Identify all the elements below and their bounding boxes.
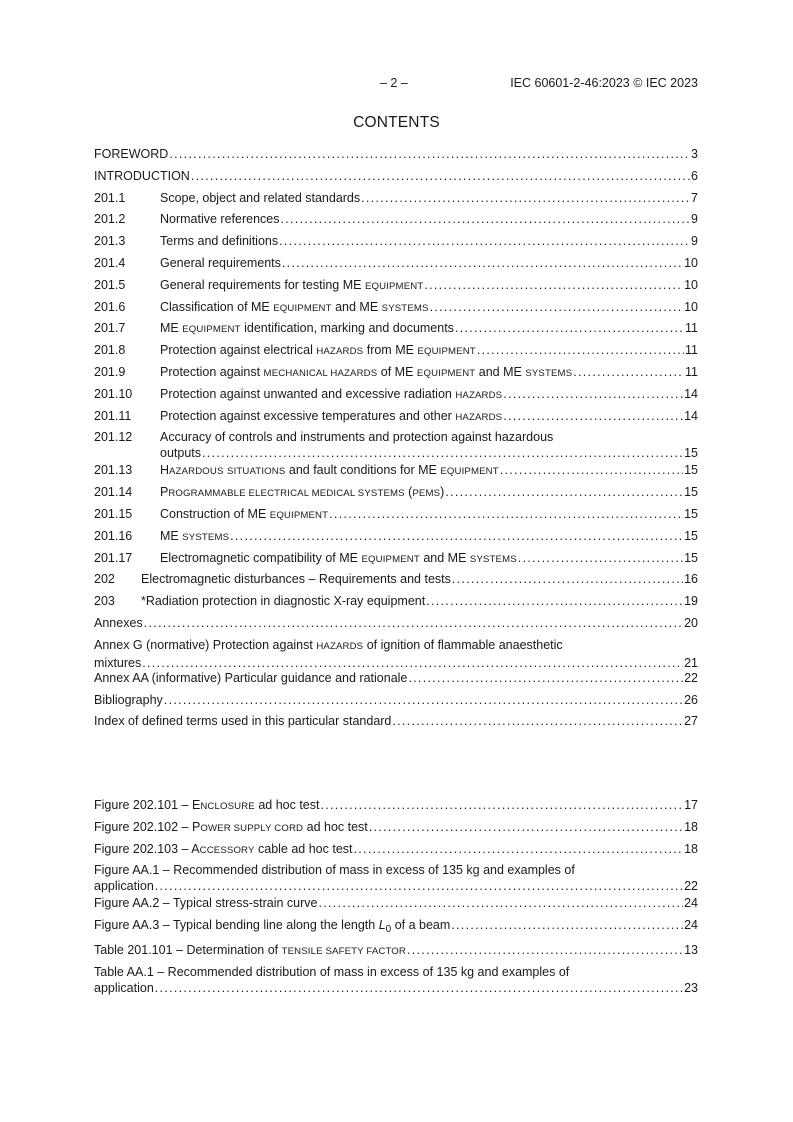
document-id: IEC 60601-2-46:2023 © IEC 2023 [510,76,698,90]
entry-title: Electromagnetic compatibility of ME EQUIPMENT and ME SYSTEMS [160,550,517,565]
toc-sections [94,146,698,735]
toc-entry-201-9[interactable] [94,364,698,386]
clause-number: 201.14 [94,485,133,500]
length-symbol: L [378,918,386,933]
toc-entry-201-15[interactable] [94,506,698,528]
page-header [0,76,793,92]
toc-entry-201-7[interactable] [94,320,698,342]
toc-entry-annex-g[interactable]: Annex G (normative) Protection against HAZARDS of ignition of flammable anaesthetic mixtures ..... 21 [94,637,698,670]
page-ref: 17 [684,798,698,812]
figure-entry-202-103[interactable] [94,841,698,863]
page-ref: 11 [685,343,698,358]
dot-leader [155,878,683,894]
dot-leader [392,713,683,729]
page-ref: 15 [684,550,698,565]
toc-entry-201-3[interactable]: 201.3 Terms and definitions ..... 9 [94,233,698,255]
clause-number: 201.4 [94,255,126,270]
toc-entry-201-5[interactable] [94,277,698,299]
page-ref: 3 [691,147,698,161]
toc-entry-203[interactable]: 203 *Radiation protection in diagnostic X-ray equipment ..... 19 [94,593,698,615]
dot-leader [503,386,683,402]
toc-entry-annex-aa[interactable]: Annex AA (informative) Particular guidance and rationale ..... 22 [94,670,698,692]
table-entry-201-101[interactable] [94,942,698,964]
clause-number: 201.6 [94,299,126,314]
clause-number: 202 [94,572,115,587]
clause-number: 201.2 [94,212,126,227]
page-ref: 23 [684,980,698,995]
dot-leader [518,550,683,566]
clause-number: 201.8 [94,343,126,358]
page-ref: 15 [684,528,698,543]
toc-entry-201-11[interactable] [94,408,698,430]
page-ref: 16 [684,572,698,587]
toc-entry-introduction[interactable]: INTRODUCTION ..... 6 [94,168,698,190]
page-ref: 13 [684,943,698,957]
entry-title: Figure 202.101 – ENCLOSURE ad hoc test [94,798,320,812]
toc-entry-201-12[interactable]: 201.12 Accuracy of controls and instruments and protection against hazardous outputs ..... 15 [94,429,698,462]
dot-leader [202,445,683,461]
entry-title: Figure 202.103 – ACCESSORY cable ad hoc test [94,841,353,856]
toc-entry-201-2[interactable]: 201.2 Normative references ..... 9 [94,211,698,233]
entry-title: Classification of ME EQUIPMENT and ME SYSTEMS [160,299,429,314]
clause-number: 201.1 [94,190,126,205]
dot-leader [354,841,684,857]
dot-leader [408,670,683,686]
clause-number: 201.11 [94,408,132,423]
dot-leader [282,255,683,271]
entry-title: Protection against electrical HAZARDS from ME EQUIPMENT [160,343,476,358]
dot-leader [142,655,683,671]
dot-leader [164,692,683,708]
page-ref: 10 [684,299,698,314]
dot-leader [503,408,683,424]
dot-leader [424,277,683,293]
toc-entry-201-4[interactable]: 201.4 General requirements ..... 10 [94,255,698,277]
dot-leader [477,342,684,358]
toc-entry-201-10[interactable] [94,386,698,408]
toc-entry-201-16[interactable] [94,528,698,550]
page-ref: 24 [684,896,698,911]
entry-title: PROGRAMMABLE ELECTRICAL MEDICAL SYSTEMS (PEMS) [160,485,445,500]
list-of-tables [94,942,698,997]
dot-leader [361,190,690,206]
page-ref: 10 [684,277,698,292]
entry-title: Figure AA.3 – Typical bending line along the length $L_0$ of a beam [94,918,451,936]
toc-entry-201-17[interactable] [94,550,698,572]
clause-number: 201.17 [94,550,133,565]
clause-number: 201.15 [94,506,133,521]
page-ref: 18 [684,841,698,856]
page-ref: 15 [684,485,698,500]
page-ref: 27 [684,714,698,729]
page-ref: 11 [685,364,698,379]
dot-leader [445,484,683,500]
entry-title: ME SYSTEMS [160,528,230,543]
figure-entry-202-102[interactable] [94,819,698,841]
dot-leader [369,819,683,835]
dot-leader [155,980,683,996]
dot-leader [230,528,683,544]
page-ref: 7 [691,190,698,205]
page-ref: 6 [691,168,698,183]
toc-entry-201-13[interactable] [94,462,698,484]
page-number: – 2 – [380,76,408,90]
clause-number: 201.3 [94,234,126,249]
entry-title: Figure 202.102 – POWER SUPPLY CORD ad hoc test [94,819,368,834]
clause-number: 201.16 [94,528,133,543]
toc-entry-201-14[interactable] [94,484,698,506]
entry-title: Protection against excessive temperatures and other HAZARDS [160,408,503,423]
page-ref: 22 [684,670,698,685]
entry-title: Protection against unwanted and excessive radiation HAZARDS [160,386,503,401]
list-of-figures [94,797,698,939]
toc-entry-202[interactable]: 202 Electromagnetic disturbances – Requirements and tests ..... 16 [94,571,698,593]
figure-entry-aa-3[interactable] [94,917,698,939]
dot-leader [455,320,684,336]
dot-leader [451,917,683,933]
clause-number: 201.5 [94,277,126,292]
entry-title: HAZARDOUS SITUATIONS and fault conditions for ME EQUIPMENT [160,463,499,478]
page-title: CONTENTS [353,114,440,131]
dot-leader [144,615,683,631]
page-ref: 15 [684,463,698,478]
dot-leader [279,233,690,249]
toc-entry-foreword[interactable]: FOREWORD ..... 3 [94,146,698,168]
dot-leader [452,571,683,587]
dot-leader [426,593,683,609]
dot-leader [318,895,683,911]
page-ref: 14 [684,386,698,401]
toc-entry-bibliography[interactable]: Bibliography ..... 26 [94,692,698,714]
entry-title: ME EQUIPMENT identification, marking and documents [160,321,454,336]
toc-entry-annexes[interactable]: Annexes ..... 20 [94,615,698,637]
toc-entry-201-6[interactable] [94,299,698,321]
entry-title: General requirements for testing ME EQUIPMENT [160,277,424,292]
clause-number: 201.13 [94,463,133,478]
dot-leader [407,942,683,958]
figure-entry-202-101[interactable] [94,797,698,819]
page-ref: 21 [684,655,698,670]
clause-number: 201.12 [94,430,133,445]
page-ref: 11 [685,321,698,336]
dot-leader [500,462,683,478]
clause-number: 201.10 [94,386,133,401]
dot-leader [191,168,690,184]
dot-leader [320,797,683,813]
page-ref: 26 [684,692,698,707]
clause-number: 201.7 [94,321,126,336]
toc-entry-index[interactable]: Index of defined terms used in this particular standard ..... 27 [94,713,698,735]
clause-number: 203 [94,594,115,609]
dot-leader [169,146,690,162]
entry-title: Table 201.101 – Determination of TENSILE SAFETY FACTOR [94,943,406,957]
dot-leader [281,211,691,227]
entry-title: Protection against MECHANICAL HAZARDS of ME EQUIPMENT and ME SYSTEMS [160,364,573,379]
dot-leader [430,299,684,315]
dot-leader [329,506,683,522]
figure-entry-aa-1[interactable]: Figure AA.1 – Recommended distribution of mass in excess of 135 kg and examples of application ..... 22 [94,862,698,895]
page-ref: 19 [684,594,698,609]
page-ref: 24 [684,918,698,933]
page-ref: 9 [691,212,698,227]
page-ref: 9 [691,234,698,249]
toc-entry-201-8[interactable] [94,342,698,364]
toc-entry-201-1[interactable]: 201.1 Scope, object and related standards ..... 7 [94,190,698,212]
entry-title: Construction of ME EQUIPMENT [160,506,329,521]
page-ref: 15 [684,446,698,461]
page-ref: 14 [684,408,698,423]
table-entry-aa-1[interactable]: Table AA.1 – Recommended distribution of mass in excess of 135 kg and examples of application ..... 23 [94,964,698,997]
page-ref: 10 [684,255,698,270]
dot-leader [573,364,684,380]
page-ref: 20 [684,615,698,630]
clause-number: 201.9 [94,364,126,379]
figure-entry-aa-2[interactable]: Figure AA.2 – Typical stress-strain curve ..... 24 [94,895,698,917]
page-ref: 22 [684,879,698,894]
page-ref: 15 [684,506,698,521]
page-ref: 18 [684,819,698,834]
